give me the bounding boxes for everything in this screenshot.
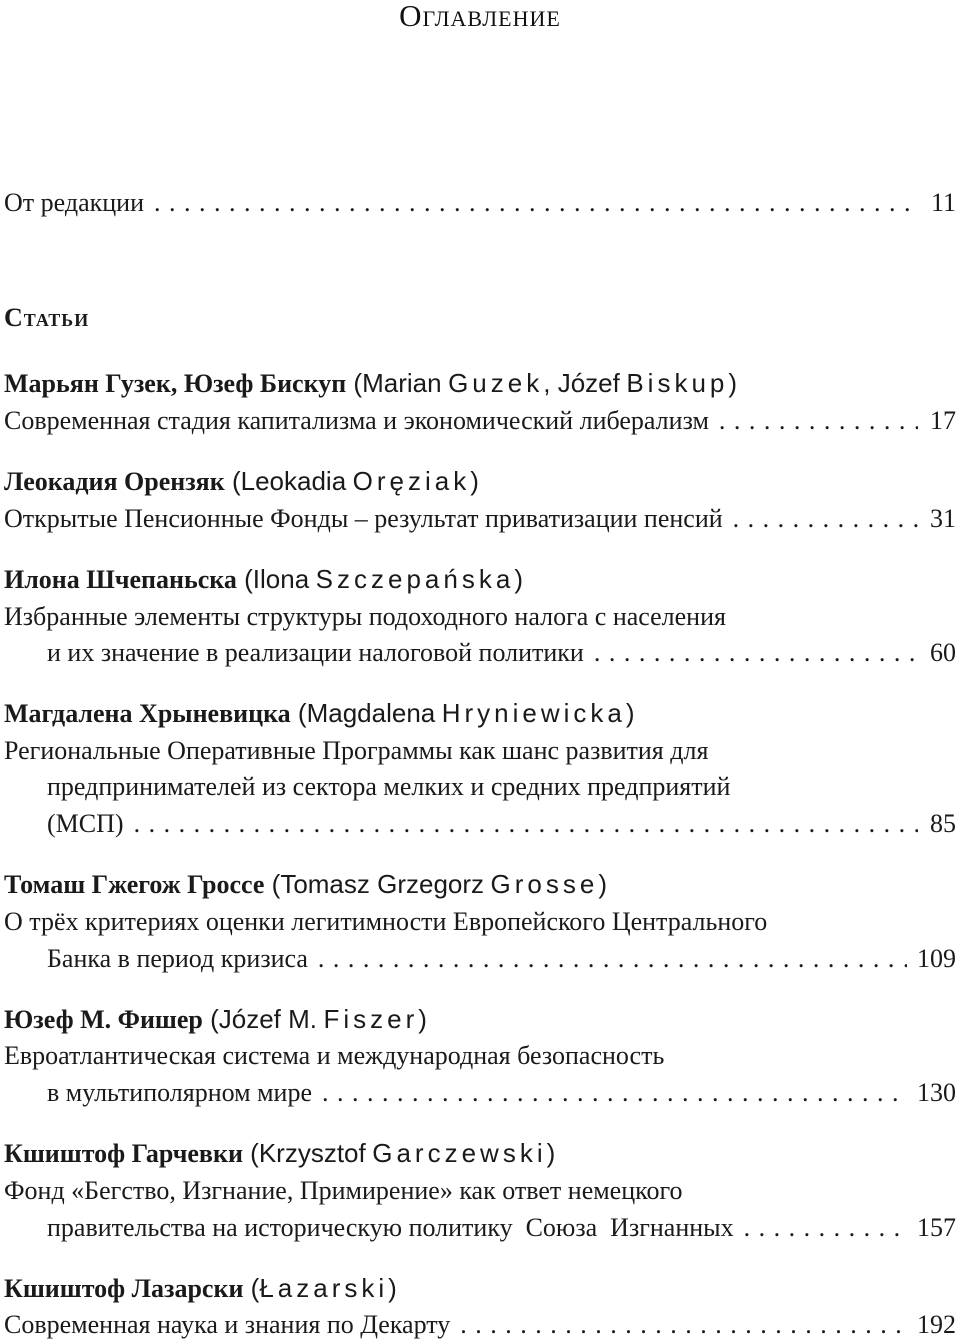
entry-title: Современная наука и знания по Декарту bbox=[4, 1310, 451, 1339]
toc-entry-line bbox=[4, 602, 956, 636]
toc-entry-line[interactable] bbox=[47, 638, 956, 672]
toc-entry-line bbox=[4, 907, 956, 941]
page-number: 157 bbox=[917, 1213, 956, 1242]
entry-author: Юзеф М. Фишер (Józef M. Fiszer) bbox=[4, 1004, 427, 1034]
entry-title: Открытые Пенсионные Фонды – результат приватизации пенсий bbox=[4, 504, 723, 533]
entry-title: Избранные элементы структуры подоходного налога с населения bbox=[4, 602, 726, 631]
entry-title: и их значение в реализации налоговой политики bbox=[47, 638, 584, 667]
page-number: 130 bbox=[917, 1078, 956, 1107]
toc-entry-line[interactable] bbox=[47, 944, 956, 978]
toc-entry-line[interactable] bbox=[47, 1078, 956, 1112]
entry-title: Региональные Оперативные Программы как шанс развития для bbox=[4, 736, 709, 765]
page-number: 17 bbox=[930, 406, 956, 435]
toc-entry-line[interactable] bbox=[4, 406, 956, 440]
dot-leader bbox=[460, 1310, 907, 1340]
entry-title: О трёх критериях оценки легитимности Европейского Центрального bbox=[4, 907, 768, 936]
page-number: 31 bbox=[930, 504, 956, 533]
page-title: Оглавление bbox=[399, 0, 561, 33]
entry-author: Леокадия Орензяк (Leokadia Oręziak) bbox=[4, 466, 479, 496]
dot-leader bbox=[322, 1078, 907, 1108]
page-number: 60 bbox=[930, 638, 956, 667]
toc-entry-line bbox=[4, 1176, 956, 1210]
dot-leader bbox=[733, 504, 918, 534]
toc-entry-line bbox=[4, 1041, 956, 1075]
entry-title: правительства на историческую политику Союза Изгнанных bbox=[47, 1213, 734, 1242]
entry-title: Евроатлантическая система и международная безопасность bbox=[4, 1041, 665, 1070]
entry-title: (МСП) bbox=[47, 809, 124, 838]
page-number: 85 bbox=[930, 809, 956, 838]
page-number: 109 bbox=[917, 944, 956, 973]
page-number: 192 bbox=[917, 1310, 956, 1339]
dot-leader bbox=[134, 809, 918, 839]
entry-author: Магдалена Хрыневицка (Magdalena Hryniewicka) bbox=[4, 698, 635, 728]
section-title: Статьи bbox=[4, 303, 90, 332]
toc-entry-line[interactable] bbox=[47, 809, 956, 843]
toc-entry-line bbox=[4, 736, 956, 770]
dot-leader bbox=[744, 1213, 907, 1243]
dot-leader bbox=[318, 944, 907, 974]
toc-entry-line bbox=[47, 772, 956, 806]
entry-title: Фонд «Бегство, Изгнание, Примирение» как ответ немецкого bbox=[4, 1176, 683, 1205]
dot-leader bbox=[719, 406, 918, 436]
toc-entry-line[interactable] bbox=[47, 1213, 956, 1247]
entry-author: Кшиштоф Гарчевки (Krzysztof Garczewski) bbox=[4, 1138, 556, 1168]
page-number: 11 bbox=[930, 188, 956, 217]
entry-author: Томаш Гжегож Гроссе (Tomasz Grzegorz Grosse) bbox=[4, 869, 608, 899]
dot-leader bbox=[594, 638, 918, 668]
toc-editorial[interactable] bbox=[4, 188, 956, 222]
entry-title: Банка в период кризиса bbox=[47, 944, 308, 973]
entry-title: предпринимателей из сектора мелких и средних предприятий bbox=[47, 772, 731, 801]
entry-title: в мультиполярном мире bbox=[47, 1078, 312, 1107]
toc-editorial-label: От редакции bbox=[4, 188, 144, 217]
dot-leader bbox=[154, 188, 918, 218]
toc-entry-line[interactable] bbox=[4, 504, 956, 538]
entry-author: Марьян Гузек, Юзеф Бискуп (Marian Guzek, Józef Biskup) bbox=[4, 368, 738, 398]
toc-entry-line[interactable] bbox=[4, 1310, 956, 1344]
entry-title: Современная стадия капитализма и экономический либерализм bbox=[4, 406, 709, 435]
entry-author: Кшиштоф Лазарски (Łazarski) bbox=[4, 1273, 397, 1303]
entry-author: Илона Шчепаньска (Ilona Szczepańska) bbox=[4, 564, 523, 594]
